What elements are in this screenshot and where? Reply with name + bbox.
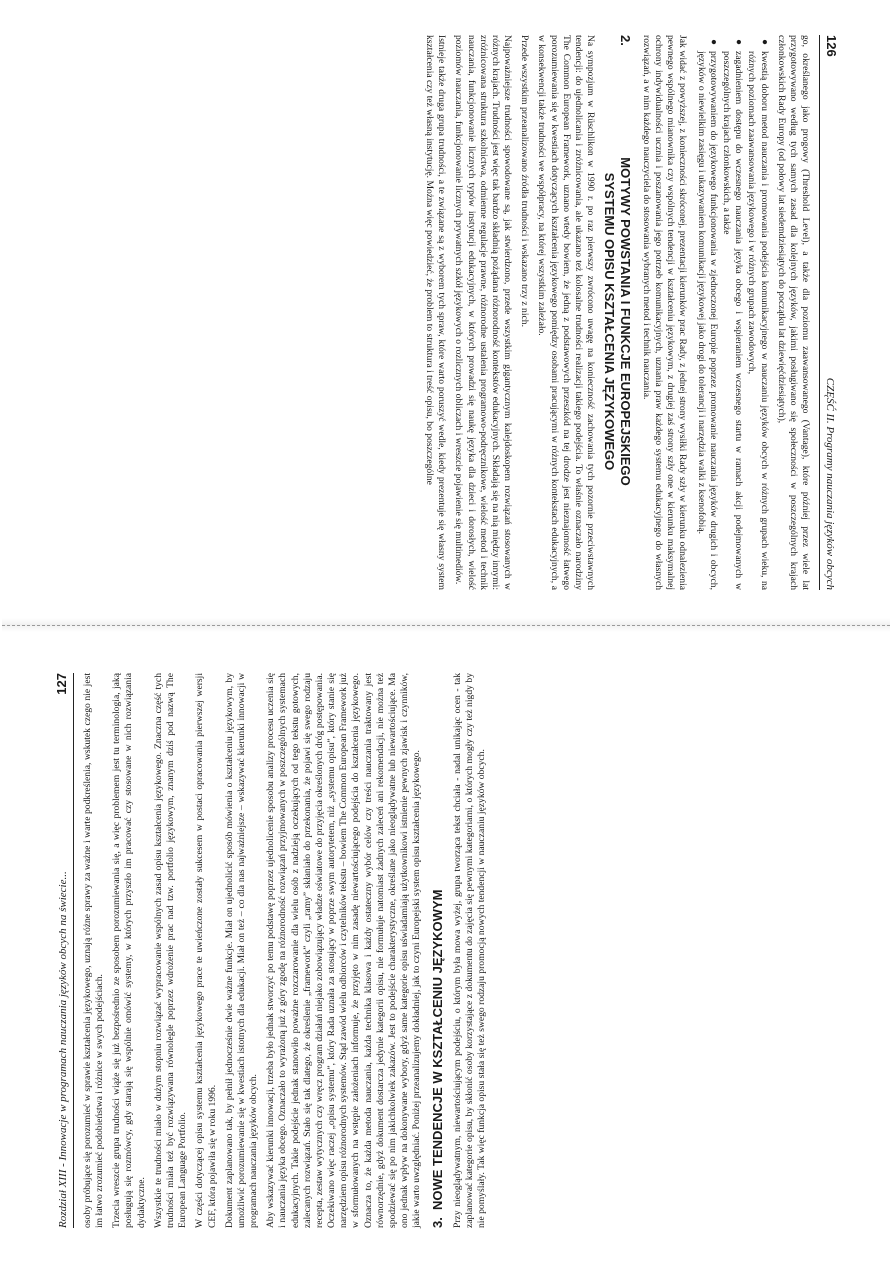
paragraph: Przede wszystkim przeanalizowano źródła trudności i wskazano trzy z nich. [519,34,531,327]
section-title [430,673,445,1210]
running-head-title: CZĘŚĆ II. Programy nauczania języków obcych [824,377,836,590]
page-126-container [0,12,893,612]
paragraph: Wszystkie te trudności miało w dużym stopniu rozwiązać wypracowanie wspólnych zasad opisu kształcenia językowego. Znaczna część tych trudności miała też być rozwiązywana równolegle poprzez wdrożenie prac nad tzw. portfolio językowym, znanym dziś pod nazwą The European Language Portfolio. [152,672,189,1228]
running-head-title: Rozdział XIII - Innowacje w programach nauczania języków obcych na świecie... [57,870,69,1228]
page-127-container [0,650,893,1250]
paragraph: go, określanego jako progowy (Threshold Level), a także dla poziomu zaawansowanego (Vantage), które później przez wiele lat przygotowywano według tych samych zasad dla kolejnych języków, jakimi posługiwano się społeczności w poszczególnych krajach członkowskich Rady Europy (od połowy lat siedemdziesiątych do początku lat dziewięćdziesiątych), [775,34,812,590]
page-number: 127 [54,672,69,695]
bullet-item [720,35,744,590]
section-title [602,53,633,590]
section-title-line: SYSTEMU OPISU KSZTAŁCENIA JĘZYKOWEGO [602,172,618,470]
page-number: 126 [824,34,839,57]
gutter-divider [2,625,890,626]
bullet-icon: ● [758,38,770,45]
paragraph: Jak widać z powyższej, z konieczności skróconej, prezentacji kierunków prac Rady, z jednej strony wysiłki Rady szły w kierunku odnalezienia pewnego wspólnego mianownika czy wspólnych tendencji w kształceniu językowym, z drugiej zaś strony szły one w kierunku maksymalnej ochrony indywidualności ucznia i poszanowania jego potrzeb komunikacyjnych, uznania praw każdego systemu edukacyjnego do własnych rozwiązań, a w nim każdego nauczyciela do stosowania wybranych metod i technik nauczania. [640,34,689,590]
paragraph: Najpoważniejsze trudności spowodowane są, jak stwierdzono, przede wszystkim gigantycznym kalejdoskopem rozwiązań stosowanych w różnych krajach. Trudności jest więc tak bardzo składnią pożądana różnorodność kontekstów edukacyjnych. Składają się na nią między innymi: zróżnicowana struktura szkolnictwa, odmienne regulacje prawne, różnorodne ustalenia programowo-podręcznikowe, wielość metod i technik nauczania, funkcjonowanie licznych typów instytucji edukacyjnych, w których prowadzi się naukę języka dla dzieci i dorosłych, wielość poziomów nauczania, funkcjonowanie licznych prywatnych szkół językowych o rozlicznych obliczach i wreszcie pojawienie się multimediów. [453,34,514,590]
section-title-line: NOWE TENDENCJE W KSZTAŁCENIU JĘZYKOWYM [430,889,446,1210]
paragraph: Na sympozjum w Rüschlikon w 1990 r. po raz pierwszy zwrócono uwagę na konieczność zachowania tych pozornie przeciwstawnych tendencji: do ujednolicania i zróżnicowania, ale ukazano też kolosalne trudności realizacji takiego podejścia. To właśnie oznaczało narodziny The Common European Framework, uznano wtedy bowiem, że jedną z podstawowych przeszkód na tej drodze jest nieznajomość łatwego porozumiewania się w kwestiach dotyczących kształcenia językowego pomiędzy osobami pracującymi w różnych kontekstach edukacyjnych, a w konsekwencji także trudności we współpracy, na której wszystkim zależało. [536,34,597,590]
bullet-text: przygotowywaniem do językowego funkcjonowania w zjednoczonej Europie poprzez promowanie nauczania języków drugich i obcych, języków o niewielkim zasięgu i ukazywaniem komunikacji językowej jako drogi do tolerancji i narzędzia walki z ksenofobią. [695,50,719,590]
paragraph: osoby próbujące się porozumieć w sprawie kształcenia językowego, uznają różne sprawy za ważne i warte podkreślenia, wskutek czego nie jest im łatwo zrozumieć podobieństwa i różnice w swych podejściach. [81,672,106,1228]
section-heading [430,673,445,1228]
page-127 [54,673,839,1228]
section-title-line: MOTYWY POWSTANIA I FUNKCJE EUROPEJSKIEGO [617,156,633,486]
paragraph: Dokument zaplanowano tak, by pełnił jednocześnie dwie ważne funkcje. Miał on ujednolicić sposób mówienia o kształceniu językowym, by umożliwić porozumiewanie się w kwestiach istotnych dla edukacji. Miał on też – co dla nas najważniejsze – wskazywać kierunki innowacji w programach nauczania języków obcych. [223,672,260,1228]
bullet-icon: ● [733,38,745,45]
paragraph: Aby wskazywać kierunki innowacji, trzeba było jednak stworzyć po temu podstawę poprzez ujednolicenie sposobu analizy procesu uczenia się i nauczania języka obcego. Oznaczało to wyrażoną już z góry zgodę na różnorodność rozwiązań przyjmowanych w poszczególnych systemach edukacyjnych. Takie podejście jednak stanowiło poważne rozczarowanie dla wielu osób z nadzieją oczekujących od tego tekstu gotowych, zalecanych rozwiązań. Stało się tak dlatego, że określenie „framework” czyli „ramy” skłaniało do przekonania, że pojawi się swego rodzaju recepta, zestaw wytycznych czy wręcz program działań niejako zobowiązujący władze oświatowe do przyjęcia określonych dróg postępowania. Oczekiwano więc raczej „opisu systemu”, który Rada uznała za stosujący w poprze swym autorytetem, niż „systemu opisu”, który stanie się narzędziem opisu różnorodnych systemów. Stąd zawód wielu odbiorców i czytelników tekstu – bowiem The Common European Framework już w sformułowanych na wstępie założeniach informuje, że przyjęto w nim zasadę niewartościującego podejścia do kształcenia językowego. Oznacza to, że każda metoda nauczania, każda technika klasowa i każdy ostateczny wybór celów czy treści nauczania traktowany jest równorzędnie, gdyż dokument dostarcza jedynie kategorii opisu, nie formułuje natomiast żadnych zaleceń ani rekomendacji, nie można też spodziewać się po nim jakichkolwiek zakazów. Jest to podejście charakterystyczne, określane jako nieoglądywatne lub niewartościujące. Ma ono jednak wpływ na dokonywane wybory, gdyż same kategorie opisu uświadamiają użytkownikowi istnienie pewnych zjawisk i czynników, jakie warto uwzględniać. Poniżej przeanalizujemy dokładniej, jak to czyni Europejski system opisu kształcenia językowego. [265,672,423,1228]
bullet-item [694,35,718,590]
running-head-127 [54,673,74,1228]
paragraph: W części dotyczącej opisu systemu kształcenia językowego prace te uwieńczone zostały sukcesem w postaci opracowania pierwszej wersji CEF, która pojawiła się w roku 1996. [194,672,218,1228]
bullet-text: kwestią doboru metod nauczania i promowania podejścia komunikacyjnego w nauczaniu języków obcych w różnych grupach wieku, na różnych poziomach zaawansowania językowego i w różnych grupach zawodowych, [746,50,770,590]
bullet-item [745,35,769,590]
page-126 [54,35,839,590]
paragraph: Istnieje także druga grupa trudności, a te związane są z wyborem tych spraw, które warto poruszyć wedle, kiedy prezentuje się własny system kształcenia czy też własną instytucję. Można więc powiedzieć, że problem to struktura i treść opisu, bo poszczególne [424,34,448,590]
section-number: 3. [430,1216,446,1228]
section-heading [602,35,633,590]
running-head-126 [819,35,839,590]
bullet-text: zagadnieniem dostępu do wczesnego nauczania języka obcego i wspieraniem wczesnego startu w ramach akcji podejmowanych w poszczególnych krajach członkowskich, a także [721,50,745,590]
paragraph: Przy nieoglądywatnym, niewartościującym podejściu, o którym była mowa wyżej, grupa tworząca tekst chciała - nadal unikając ocen - tak zaplanować kategorie opisu, by skłonić osoby korzystające z dokumentu do zajęcia się pewnymi kategoriami, o których mogły czy też nigdy by nie pomyślały. Tak więc funkcja opisu stała się też swego rodzaju promocją nowych tendencji w nauczaniu języków obcych. [451,672,488,1228]
section-number: 2. [617,34,633,46]
bullet-list [694,35,769,590]
paragraph: Trzecia wreszcie grupa trudności wiąże się już bezpośrednio ze sposobem porozumiewania się, a więc problemem jest tu terminologia, jaką posługują się rozmówcy, gdy starają się wspólnie omówić systemy, w których przyszło im pracować czy stosowane w nich rozwiązania dydaktyczne. [111,672,147,1228]
bullet-icon: ● [707,38,719,45]
page-gutter [2,618,890,632]
